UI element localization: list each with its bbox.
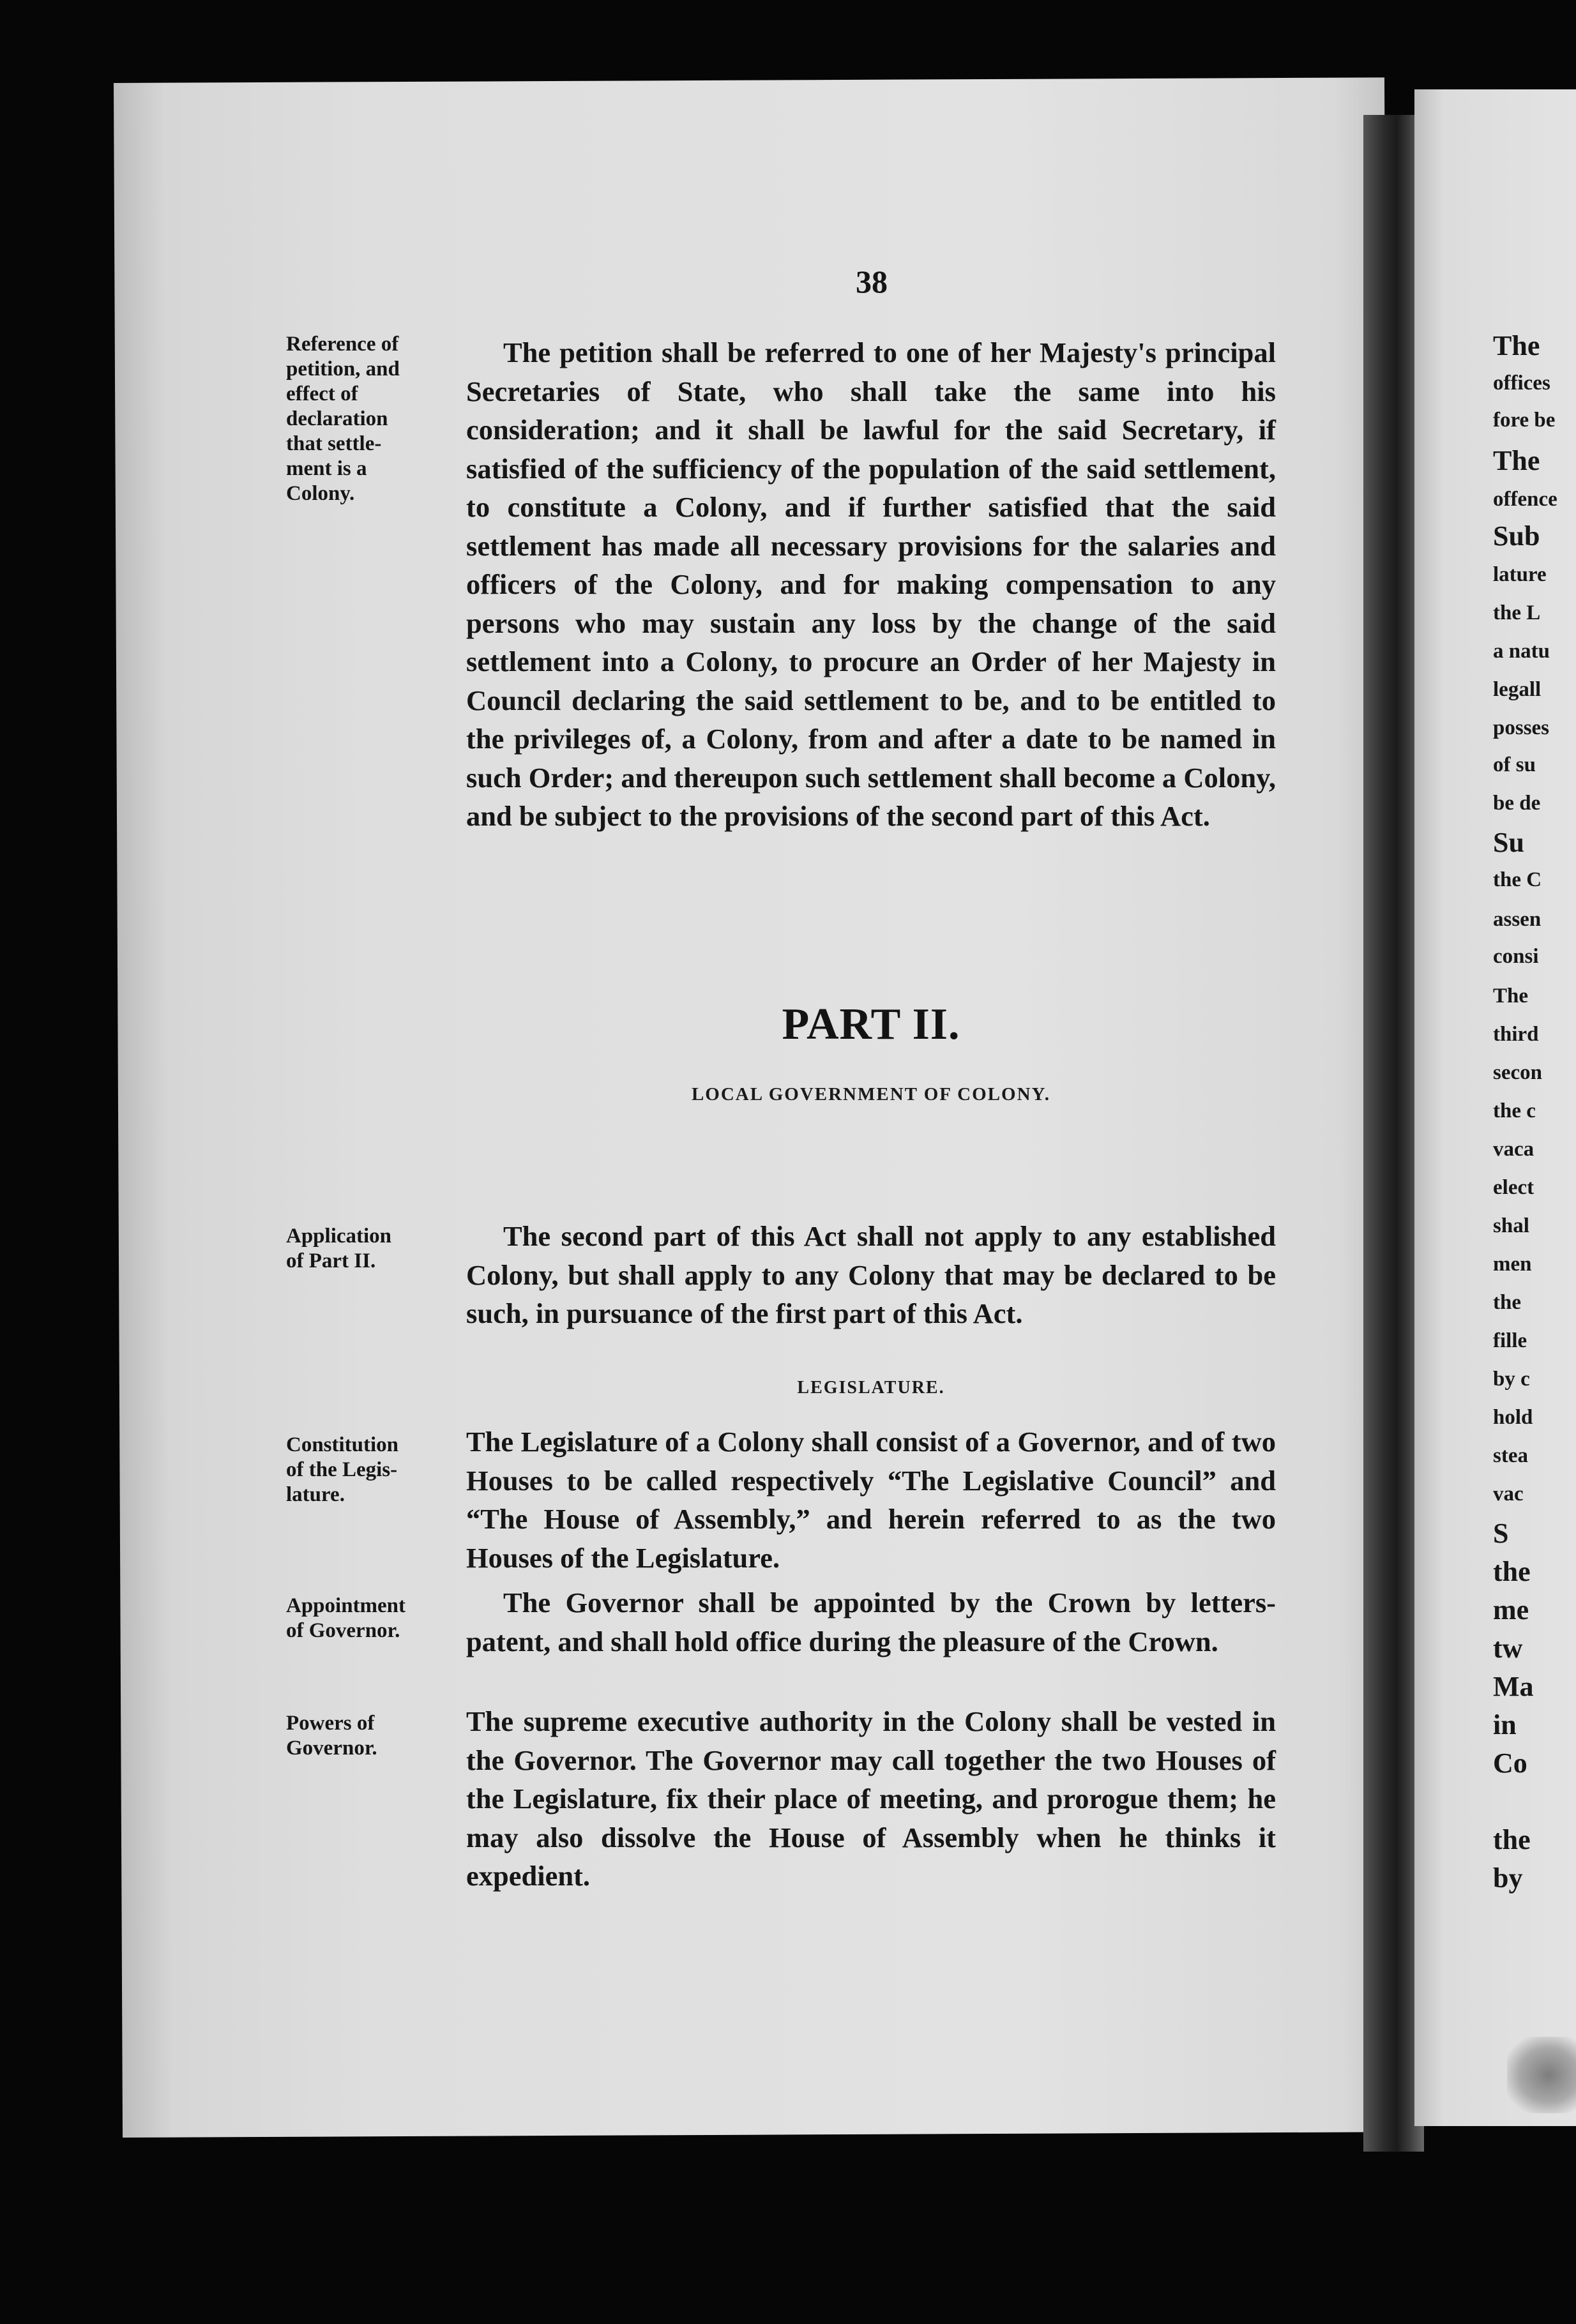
legislature-heading: LEGISLATURE.	[797, 1378, 945, 1398]
margin-note-reference	[286, 332, 446, 506]
margin-note-application	[286, 1224, 446, 1274]
right-fragment: the L	[1493, 601, 1541, 624]
right-fragment: secon	[1493, 1061, 1542, 1084]
right-fragment: the c	[1493, 1099, 1536, 1122]
margin-note-line: Constitution	[286, 1433, 399, 1456]
right-fragment: vac	[1493, 1483, 1524, 1505]
right-fragment: fille	[1493, 1329, 1527, 1352]
right-fragment: by c	[1493, 1368, 1530, 1391]
margin-note-line: of Part II.	[286, 1249, 376, 1272]
right-fragment: the	[1493, 1556, 1531, 1587]
margin-note-line: that settle-	[286, 432, 382, 455]
right-fragment: The	[1493, 445, 1540, 476]
right-fragment: men	[1493, 1253, 1532, 1276]
margin-note-constitution	[286, 1433, 446, 1507]
margin-note-powers	[286, 1711, 446, 1761]
right-fragment: Co	[1493, 1747, 1527, 1779]
right-fragment: lature	[1493, 563, 1547, 586]
right-fragment: Ma	[1493, 1671, 1534, 1702]
paragraph-appointment: The Governor shall be appointed by the Crown by letters-patent, and shall hold office during the pleasure of the Crown.	[466, 1587, 1276, 1657]
part-heading: PART II.	[782, 1000, 960, 1049]
right-fragment: posses	[1493, 716, 1550, 739]
right-fragment: assen	[1493, 908, 1542, 931]
right-fragment: offence	[1493, 488, 1557, 511]
margin-note-appointment	[286, 1594, 446, 1643]
right-fragment: S	[1493, 1518, 1509, 1549]
margin-note-line: lature.	[286, 1483, 345, 1506]
right-fragment: of su	[1493, 753, 1536, 776]
right-fragment: the C	[1493, 868, 1542, 891]
right-fragment: Su	[1493, 827, 1524, 858]
right-fragment: the	[1493, 1291, 1521, 1314]
margin-note-line: petition, and	[286, 358, 400, 381]
margin-note-line: Governor.	[286, 1737, 377, 1760]
right-fragment: by	[1493, 1862, 1523, 1894]
margin-note-line: Reference of	[286, 333, 399, 356]
margin-note-line: Appointment	[286, 1594, 406, 1617]
right-fragment: tw	[1493, 1633, 1523, 1664]
right-fragment: hold	[1493, 1406, 1533, 1429]
margin-note-line: ment is a	[286, 457, 367, 480]
right-fragment: elect	[1493, 1176, 1534, 1199]
right-fragment: stea	[1493, 1444, 1528, 1467]
margin-note-line: of Governor.	[286, 1619, 400, 1642]
paragraph-powers: The supreme executive authority in the Colony shall be vested in the Governor. The Governor may call together the two Houses of the Legislature, fix their place of meeting, and prorogue them; he may also dissolve the House of Assembly when he thinks it expedient.	[466, 1705, 1276, 1892]
page-number: 38	[856, 264, 888, 299]
paper-stain	[1507, 2037, 1576, 2113]
right-fragment: the	[1493, 1824, 1531, 1855]
paragraph-reference-petition: The petition shall be referred to one of her Majesty's principal Secretaries of State, who shall take the same into his consideration; and it shall be lawful for the said Secretary, if satisfied of the sufficiency of the population of the said settlement, to constitute a Colony, and if further satisfied that the said settlement has made all necessary provisions for the salaries and officers of the Colony, and for making compensation to any persons who may sustain any loss by the change of the said settlement into a Colony, to procure an Order of her Majesty in Council declaring the said settlement to be, and to be entitled to the privileges of, a Colony, from and after a date to be named in such Order; and thereupon such settlement shall become a Colony, and be subject to the provisions of the second part of this Act.	[466, 336, 1276, 832]
right-fragment: Sub	[1493, 520, 1540, 552]
right-fragment: shal	[1493, 1214, 1529, 1237]
right-fragment: be de	[1493, 792, 1541, 815]
margin-note-line: Powers of	[286, 1712, 375, 1735]
margin-note-line: Application	[286, 1225, 392, 1248]
right-fragment: The	[1493, 985, 1529, 1007]
paragraph-application: The second part of this Act shall not apply to any established Colony, but shall apply to any Colony that may be declared to be such, in pursuance of the first part of this Act.	[466, 1220, 1276, 1329]
right-fragment: a natu	[1493, 640, 1550, 663]
margin-note-line: declaration	[286, 407, 388, 430]
right-fragment: The	[1493, 330, 1540, 361]
right-fragment: vaca	[1493, 1138, 1534, 1161]
margin-note-line: Colony.	[286, 482, 355, 505]
right-fragment: third	[1493, 1023, 1539, 1046]
right-fragment: fore be	[1493, 409, 1556, 432]
margin-note-line: of the Legis-	[286, 1458, 398, 1481]
right-fragment: consi	[1493, 945, 1539, 968]
right-fragment: offices	[1493, 372, 1550, 395]
paragraph-constitution: The Legislature of a Colony shall consist of a Governor, and of two Houses to be called respectively “The Legislative Council” and “The House of Assembly,” and herein referred to as the two Houses of the Legislature.	[466, 1426, 1276, 1574]
part-subheading: LOCAL GOVERNMENT OF COLONY.	[691, 1084, 1051, 1105]
margin-note-line: effect of	[286, 382, 358, 405]
right-fragment: legall	[1493, 678, 1542, 701]
right-fragment: in	[1493, 1709, 1517, 1740]
right-fragment: me	[1493, 1594, 1529, 1626]
